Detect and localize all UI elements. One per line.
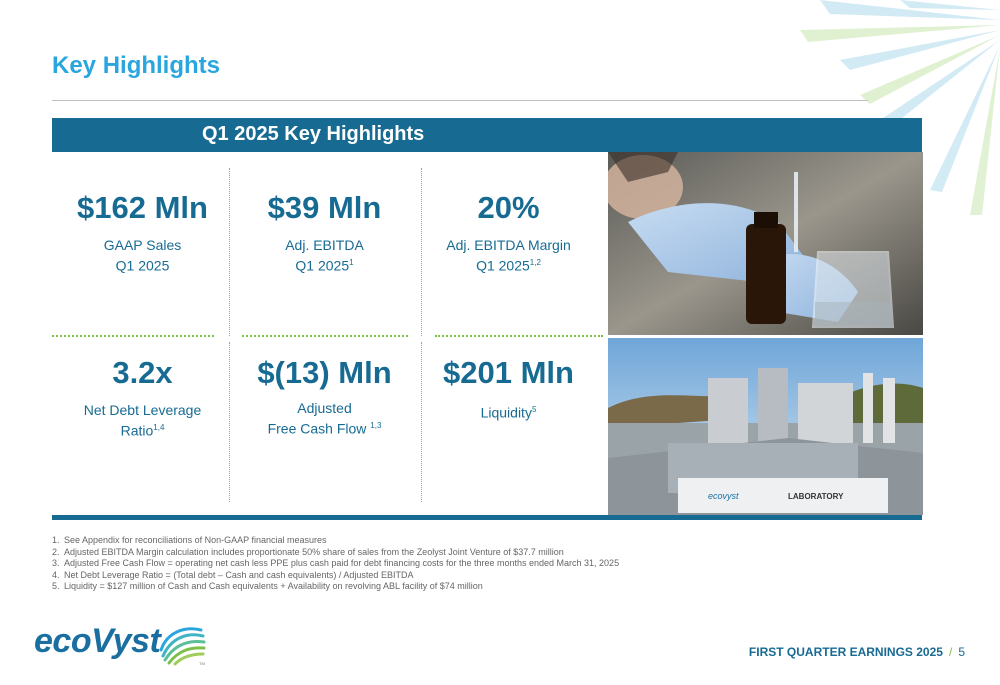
highlight-adj-ebitda: [232, 190, 417, 275]
highlight-gaap-sales: [50, 190, 235, 275]
highlight-label: Liquidity$^5$: [480, 404, 537, 421]
page-number: 5: [958, 645, 965, 659]
banner-title: Q1 2025 Key Highlights: [202, 123, 425, 145]
footer: [749, 645, 965, 659]
footnotes: [52, 535, 619, 593]
grid-divider: [242, 335, 408, 337]
grid-divider: [52, 335, 214, 337]
highlight-label: Adj. EBITDA Margin Q1 2025$^{1,2}$: [446, 237, 571, 274]
footnote: 5. Liquidity = $127 million of Cash and Cash equivalents + Availability on revolving ABL facility of $74 million: [52, 581, 483, 592]
highlight-free-cash-flow: [232, 355, 417, 438]
highlight-label: GAAP Sales Q1 2025: [103, 237, 182, 274]
highlight-value: 3.2x: [112, 355, 173, 390]
page-title: Key Highlights: [52, 52, 221, 79]
highlights-grid: [52, 152, 608, 516]
facility-photo: [608, 338, 923, 515]
svg-text:TM: TM: [199, 661, 205, 666]
highlight-value: $201 Mln: [443, 355, 574, 390]
footnote: 1. See Appendix for reconciliations of Non-GAAP financial measures: [52, 535, 327, 545]
highlights-bottom-bar: [52, 515, 922, 520]
highlight-value: 20%: [477, 190, 540, 225]
footnote: 2. Adjusted EBITDA Margin calculation includes proportionate 50% share of sales from the Zeolyst Joint Venture of $37.7 million: [52, 546, 564, 557]
ecovyst-logo-icon: [155, 620, 207, 666]
footnote: 4. Net Debt Leverage Ratio = (Total debt – Cash and cash equivalents) / Adjusted EBITDA: [52, 569, 414, 580]
footer-label: FIRST QUARTER EARNINGS 2025: [748, 645, 943, 659]
highlight-value: $(13) Mln: [257, 355, 392, 390]
sign-brand: ecovyst: [708, 491, 739, 501]
lab-technician-photo: [608, 152, 923, 335]
grid-divider: [435, 335, 603, 337]
highlight-value: $39 Mln: [267, 190, 382, 225]
sign-text: LABORATORY: [788, 492, 844, 501]
highlight-label: Adjusted Free Cash Flow $^{1,3}$: [267, 400, 382, 437]
highlights-banner: [52, 118, 922, 152]
title-divider: [52, 100, 868, 101]
highlight-liquidity: [416, 355, 601, 422]
footnote: 3. Adjusted Free Cash Flow = operating net cash less PPE plus cash paid for debt financing costs for the three months ended March 31, 2025: [52, 558, 620, 569]
highlight-label: Net Debt Leverage Ratio$^{1,4}$: [83, 402, 202, 439]
highlight-leverage: [50, 355, 235, 440]
highlight-label: Adj. EBITDA Q1 2025$^1$: [285, 237, 364, 274]
footer-separator: /: [948, 645, 953, 659]
highlight-value: $162 Mln: [77, 190, 208, 225]
highlight-ebitda-margin: [416, 190, 601, 275]
ecovyst-logo-text: ecoVyst: [34, 622, 161, 660]
